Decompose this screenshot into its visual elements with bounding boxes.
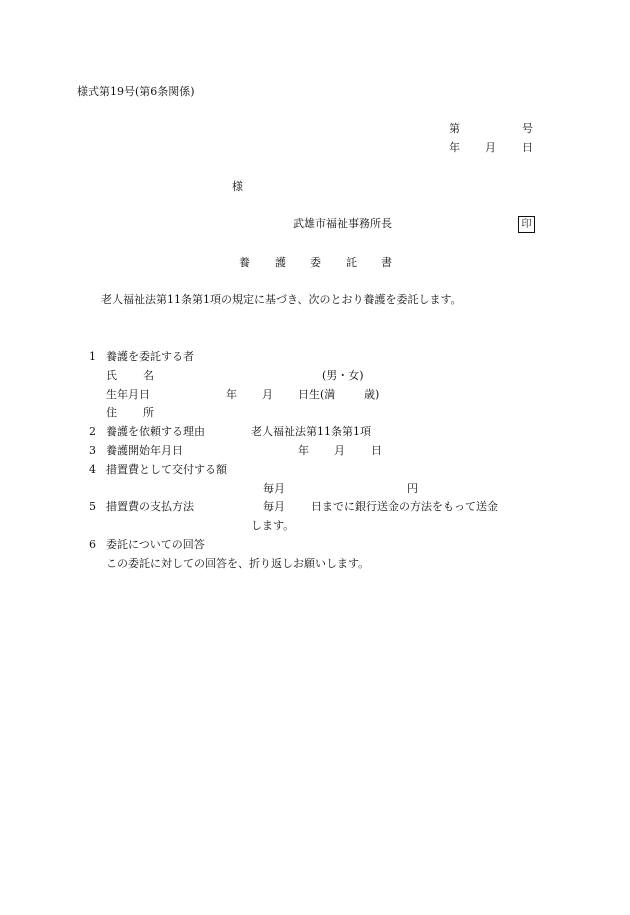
item-3-number: 3 (89, 444, 96, 457)
address-label-char: 住 (106, 406, 117, 419)
item-1-number: 1 (89, 350, 96, 363)
date-year: 年 (449, 141, 460, 154)
title-char: 委 (310, 256, 321, 269)
item-5-continuation: します。 (251, 519, 295, 532)
item-1-label: 養護を委託する者 (106, 350, 194, 363)
date-day: 日 (522, 141, 533, 154)
title-char: 護 (275, 256, 286, 269)
item-4-number: 4 (89, 463, 96, 476)
date-month: 月 (485, 141, 496, 154)
name-label-char: 氏 (106, 369, 117, 382)
addressee-honorific: 様 (232, 180, 243, 193)
birth-day-age-open: 日生(満 (298, 388, 336, 401)
sex-choice: (男・女) (322, 369, 364, 382)
item-3-label: 養護開始年月日 (106, 444, 183, 457)
item-4-monthly: 毎月 (263, 482, 285, 495)
item-5-label: 措置費の支払方法 (106, 500, 194, 513)
intro-text: 老人福祉法第11条第1項の規定に基づき、次のとおり養護を委託します。 (101, 293, 462, 306)
birth-year: 年 (226, 388, 237, 401)
item-4-yen: 円 (407, 482, 418, 495)
title-char: 養 (239, 256, 250, 269)
title-char: 託 (346, 256, 357, 269)
item-6-label: 委託についての回答 (106, 538, 205, 551)
item-3-month: 月 (334, 444, 345, 457)
item-2-value: 老人福祉法第11条第1項 (251, 425, 371, 438)
birth-month: 月 (262, 388, 273, 401)
doc-number-suffix: 号 (522, 122, 533, 135)
address-label-char: 所 (143, 406, 154, 419)
name-label-char: 名 (143, 369, 154, 382)
title-char: 書 (381, 256, 392, 269)
item-5-monthly: 毎月 (263, 500, 285, 513)
birthdate-label: 生年月日 (106, 388, 150, 401)
form-label: 様式第19号(第6条関係) (77, 85, 195, 98)
item-6-number: 6 (89, 538, 96, 551)
item-2-label: 養護を依頼する理由 (106, 425, 205, 438)
item-6-text: この委託に対しての回答を、折り返しお願いします。 (106, 557, 370, 570)
item-5-number: 5 (89, 500, 96, 513)
doc-number-prefix: 第 (449, 122, 460, 135)
item-3-day: 日 (371, 444, 382, 457)
item-5-text: 日までに銀行送金の方法をもって送金 (311, 500, 498, 513)
item-3-year: 年 (298, 444, 309, 457)
item-4-label: 措置費として交付する額 (106, 463, 227, 476)
issuer-name: 武雄市福祉事務所長 (293, 217, 392, 230)
age-close: 歳) (364, 388, 380, 401)
seal-mark: 印 (518, 216, 535, 233)
item-2-number: 2 (89, 425, 96, 438)
